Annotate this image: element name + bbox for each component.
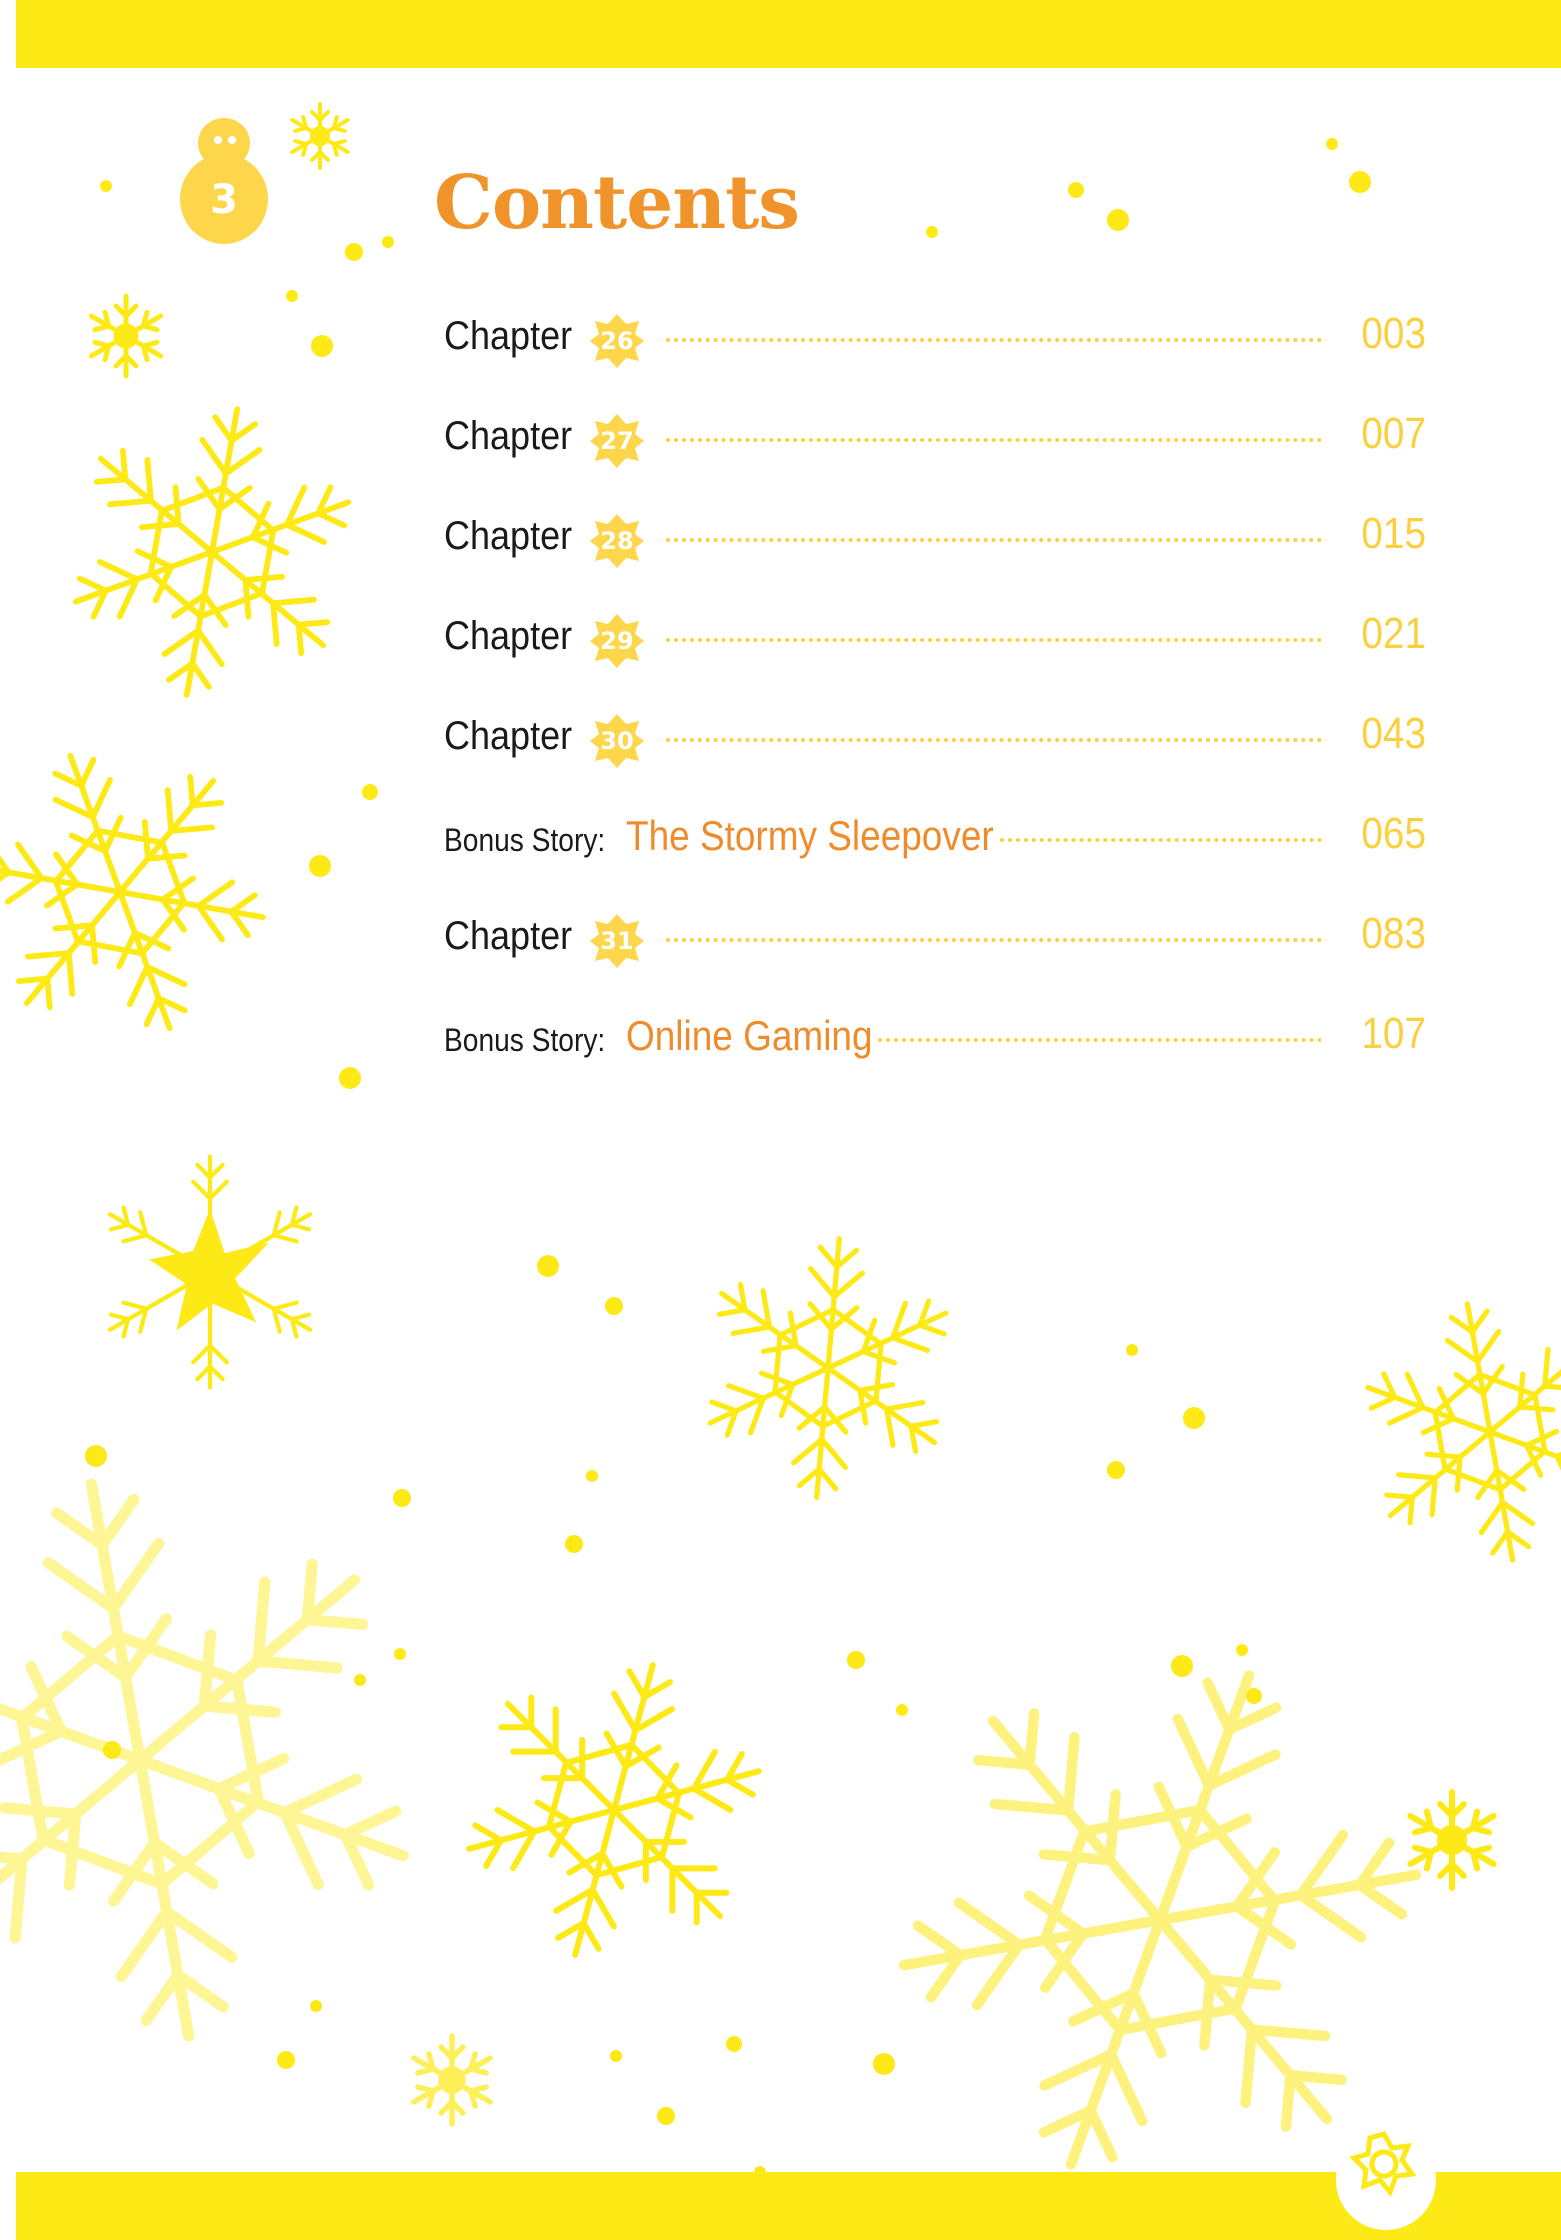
toc-chapter-entry[interactable]	[444, 702, 1426, 772]
chapter-number: 29	[600, 627, 634, 655]
bonus-story-title: Online Gaming	[626, 1012, 873, 1059]
page-reference: 065	[1361, 809, 1426, 858]
chapter-number: 26	[600, 327, 634, 355]
snowman-icon	[176, 118, 272, 246]
toc-chapter-entry[interactable]	[444, 402, 1426, 472]
snowflake-badge-icon	[590, 714, 644, 768]
snowflake-badge-icon	[590, 314, 644, 368]
chapter-number: 27	[600, 427, 634, 455]
page-reference: 043	[1361, 709, 1426, 758]
dot-leader	[1000, 838, 1322, 842]
chapter-label: Chapter	[444, 614, 573, 658]
toc-chapter-entry[interactable]	[444, 602, 1426, 672]
dot-leader	[666, 438, 1322, 442]
dot-leader	[666, 538, 1322, 542]
bonus-story-title: The Stormy Sleepover	[626, 812, 994, 859]
page-reference: 003	[1361, 309, 1426, 358]
toc-chapter-entry[interactable]	[444, 302, 1426, 372]
dot-leader	[666, 738, 1322, 742]
dot-leader	[666, 338, 1322, 342]
snowflake-badge-icon	[590, 614, 644, 668]
dot-leader	[666, 938, 1322, 942]
bonus-story-label: Bonus Story:	[444, 822, 606, 858]
toc-bonus-entry[interactable]	[444, 1002, 1426, 1072]
chapter-label: Chapter	[444, 414, 573, 458]
top-border-bar	[16, 0, 1561, 68]
snowflake-badge-icon	[590, 914, 644, 968]
chapter-number: 31	[600, 927, 634, 955]
snowflake-badge-icon	[590, 414, 644, 468]
snowman-head	[198, 118, 250, 168]
page-title: Contents	[434, 160, 799, 246]
dot-leader	[878, 1038, 1322, 1042]
flower-ornament-icon	[1344, 2124, 1424, 2204]
page-reference: 007	[1361, 409, 1426, 458]
toc-chapter-entry[interactable]	[444, 502, 1426, 572]
chapter-label: Chapter	[444, 714, 573, 758]
page-reference: 015	[1361, 509, 1426, 558]
chapter-label: Chapter	[444, 514, 573, 558]
page-reference: 021	[1361, 609, 1426, 658]
page-reference: 083	[1361, 909, 1426, 958]
toc-bonus-entry[interactable]	[444, 802, 1426, 872]
snowflake-badge-icon	[590, 514, 644, 568]
snowman-eye	[228, 136, 236, 144]
chapter-number: 30	[600, 727, 634, 755]
page-reference: 107	[1361, 1009, 1426, 1058]
chapter-number: 28	[600, 527, 634, 555]
chapter-label: Chapter	[444, 314, 573, 358]
page-number: 3	[210, 177, 238, 223]
dot-leader	[666, 638, 1322, 642]
chapter-label: Chapter	[444, 914, 573, 958]
bottom-border-bar	[16, 2172, 1561, 2240]
toc-chapter-entry[interactable]	[444, 902, 1426, 972]
snowman-eye	[214, 136, 222, 144]
bonus-story-label: Bonus Story:	[444, 1022, 606, 1058]
